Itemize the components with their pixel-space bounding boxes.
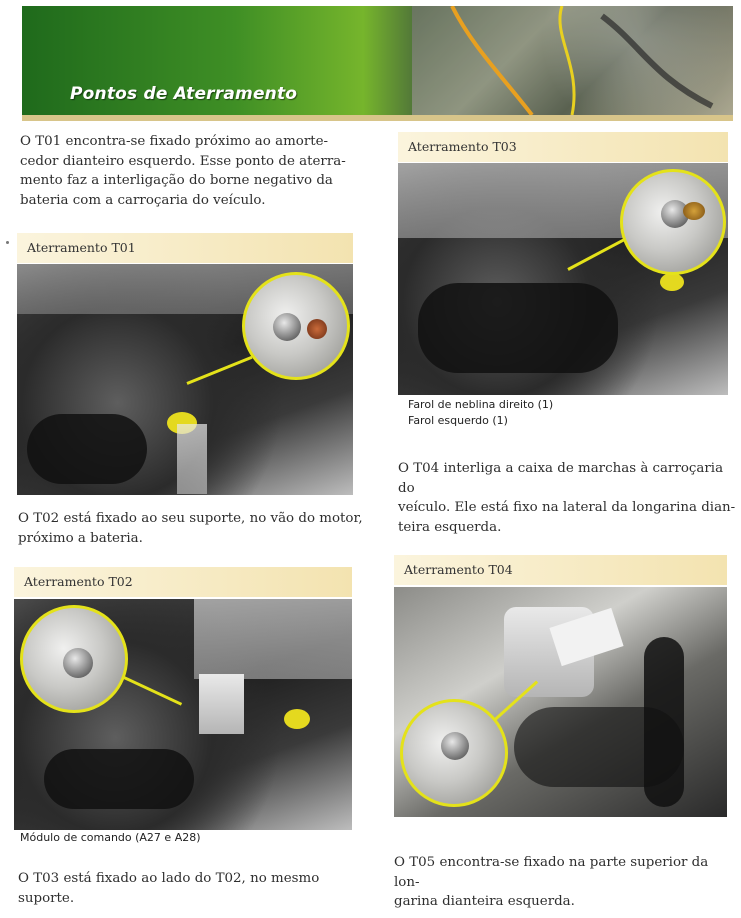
- loupe-leader-line: [567, 235, 630, 271]
- t02-photo: [14, 599, 352, 830]
- t04-paragraph: [398, 459, 738, 537]
- header-banner: [22, 6, 733, 121]
- t03-photo: [398, 163, 728, 395]
- photo-label: Farol esquerdo (1): [408, 414, 508, 427]
- text-line: O T03 está fixado ao lado do T02, no mesmo: [18, 871, 320, 886]
- t01-intro-paragraph: [20, 132, 360, 210]
- t01-photo: [17, 264, 353, 495]
- t01-caption: Aterramento T01: [27, 240, 136, 255]
- photo-label: Farol de neblina direito (1): [408, 398, 554, 411]
- banner-bottom-strip: [22, 115, 733, 121]
- loupe-leader-line: [186, 356, 252, 385]
- text-line: garina dianteira esquerda.: [394, 894, 575, 909]
- reservoir-cap: [660, 273, 684, 291]
- t01-caption-bar: [17, 233, 353, 263]
- text-line: cedor dianteiro esquerdo. Esse ponto de aterra-: [20, 153, 346, 169]
- t02-detail-loupe: [20, 605, 128, 713]
- t03-paragraph: [18, 869, 363, 908]
- t03-caption-bar: [398, 132, 728, 162]
- page-title: Pontos de Aterramento: [70, 84, 298, 104]
- t05-paragraph: [394, 853, 734, 912]
- ground-bolt: [441, 732, 469, 760]
- text-line: teira esquerda.: [398, 519, 502, 535]
- fender-panel: [194, 599, 352, 679]
- engine-part: [418, 283, 618, 373]
- t04-caption: Aterramento T04: [404, 562, 513, 577]
- text-line: bateria com a carroçaria do veículo.: [20, 192, 266, 208]
- t01-detail-loupe: [242, 272, 350, 380]
- t03-photo-labels: [408, 397, 553, 429]
- t03-caption: Aterramento T03: [408, 139, 517, 154]
- engine-part: [44, 749, 194, 809]
- ground-bolt: [273, 313, 301, 341]
- margin-dot: [6, 241, 9, 244]
- ground-terminal: [307, 319, 327, 339]
- reservoir-cap: [284, 709, 310, 729]
- t03-detail-loupe: [620, 169, 726, 275]
- text-line: O T04 interliga a caixa de marchas à carroçaria do: [398, 461, 724, 496]
- t04-photo: [394, 587, 727, 817]
- engine-part: [27, 414, 147, 484]
- text-line: mento faz a interligação do borne negativo da: [20, 173, 333, 188]
- t02-paragraph: [18, 509, 363, 548]
- t02-photo-label: Módulo de comando (A27 e A28): [20, 831, 201, 844]
- text-line: próximo a bateria.: [18, 530, 143, 546]
- ground-terminal: [683, 202, 705, 220]
- text-line: O T01 encontra-se fixado próximo ao amorte-: [20, 134, 329, 149]
- t04-detail-loupe: [400, 699, 508, 807]
- fluid-reservoir: [177, 424, 207, 494]
- ground-bolt: [63, 648, 93, 678]
- text-line: O T02 está fixado ao seu suporte, no vão do motor,: [18, 511, 363, 526]
- engine-part: [514, 707, 684, 787]
- banner-wires-illustration: [412, 6, 733, 115]
- text-line: suporte.: [18, 890, 75, 906]
- t04-caption-bar: [394, 555, 727, 585]
- text-line: O T05 encontra-se fixado na parte superior da lon-: [394, 855, 709, 890]
- t02-caption-bar: [14, 567, 352, 597]
- fluid-reservoir: [199, 674, 244, 734]
- text-line: veículo. Ele está fixo na lateral da longarina dian-: [398, 500, 736, 515]
- t02-caption: Aterramento T02: [24, 574, 133, 589]
